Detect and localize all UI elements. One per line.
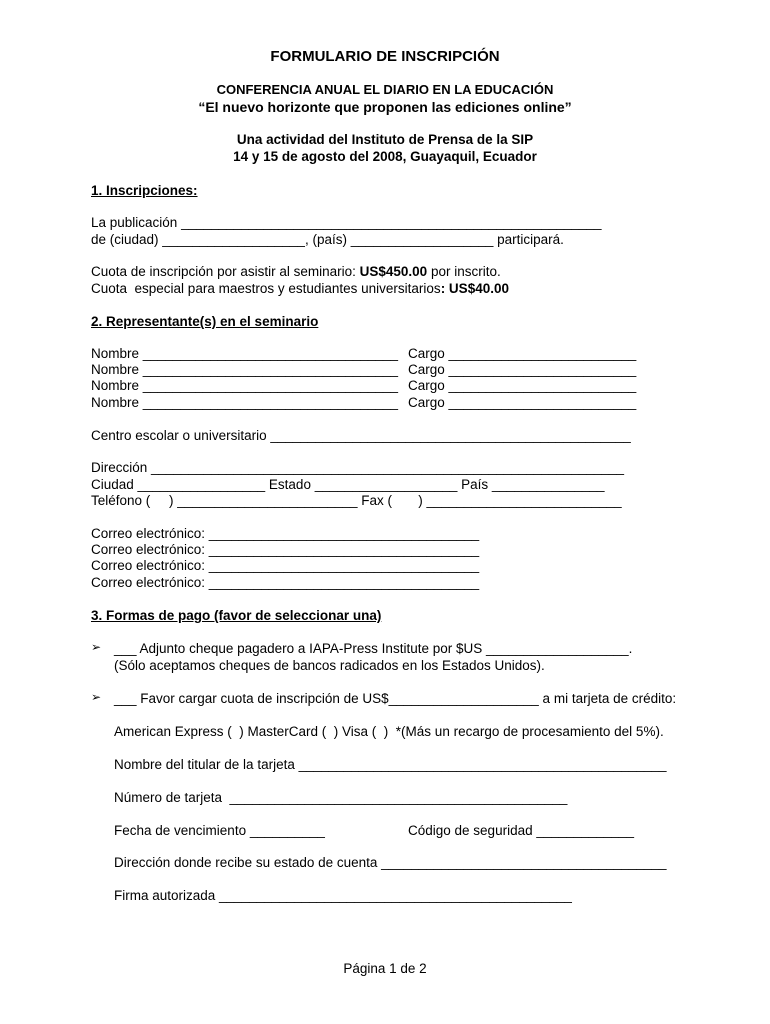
card-type-options[interactable]: American Express ( ) MasterCard ( ) Visa ( ) *(Más un recargo de procesamiento del 5%). <box>114 724 664 739</box>
nombre-field-3[interactable]: Nombre __________________________________ <box>91 378 399 393</box>
check-option[interactable]: ___ Adjunto cheque pagadero a IAPA-Press Institute por $US ___________________. <box>114 641 633 656</box>
arrow-bullet-icon: ➢ <box>91 690 102 704</box>
publication-line[interactable]: La publicación ________________________________________________________ <box>91 215 602 230</box>
fee-regular-suffix: por inscrito. <box>427 264 501 279</box>
email-field-2[interactable]: Correo electrónico: ____________________________________ <box>91 542 480 557</box>
city-state-country-field[interactable]: Ciudad _________________ Estado ___________________ País _______________ <box>91 477 605 492</box>
credit-card-option[interactable]: ___ Favor cargar cuota de inscripción de US$____________________ a mi tarjeta de crédito: <box>114 691 677 706</box>
nombre-field-1[interactable]: Nombre __________________________________ <box>91 346 399 361</box>
section-2-heading: 2. Representante(s) en el seminario <box>91 314 319 329</box>
check-option-note: (Sólo aceptamos cheques de bancos radicados en los Estados Unidos). <box>114 658 545 673</box>
billing-address-field[interactable]: Dirección donde recibe su estado de cuenta ______________________________________ <box>114 855 667 870</box>
signature-field[interactable]: Firma autorizada _______________________________________________ <box>114 888 572 903</box>
city-country-line[interactable]: de (ciudad) ___________________, (país) ___________________ participará. <box>91 232 564 247</box>
nombre-field-2[interactable]: Nombre __________________________________ <box>91 362 399 377</box>
event-dates: 14 y 15 de agosto del 2008, Guayaquil, Ecuador <box>233 149 537 164</box>
fee-regular-amount: US$450.00 <box>359 264 428 279</box>
section-3-heading: 3. Formas de pago (favor de seleccionar una) <box>91 608 382 623</box>
cargo-field-1[interactable]: Cargo _________________________ <box>408 346 637 361</box>
expiration-date-field[interactable]: Fecha de vencimiento __________ <box>114 823 325 838</box>
cargo-field-2[interactable]: Cargo _________________________ <box>408 362 637 377</box>
phone-fax-field[interactable]: Teléfono ( ) ________________________ Fax ( ) __________________________ <box>91 493 622 508</box>
nombre-field-4[interactable]: Nombre __________________________________ <box>91 395 399 410</box>
fee-special <box>91 280 509 297</box>
email-field-3[interactable]: Correo electrónico: ____________________________________ <box>91 558 480 573</box>
fee-regular <box>91 263 501 280</box>
cargo-field-4[interactable]: Cargo _________________________ <box>408 395 637 410</box>
security-code-field[interactable]: Código de seguridad _____________ <box>408 823 634 838</box>
fee-special-text: Cuota especial para maestros y estudiantes universitarios <box>91 281 441 296</box>
form-title: FORMULARIO DE INSCRIPCIÓN <box>270 48 500 65</box>
page-number: Página 1 de 2 <box>343 961 427 976</box>
conference-name: CONFERENCIA ANUAL EL DIARIO EN LA EDUCACIÓN <box>216 82 554 97</box>
organizer-line: Una actividad del Instituto de Prensa de la SIP <box>236 132 534 147</box>
card-number-field[interactable]: Número de tarjeta _____________________________________________ <box>114 790 568 805</box>
cardholder-name-field[interactable]: Nombre del titular de la tarjeta _________________________________________________ <box>114 757 667 772</box>
arrow-bullet-icon: ➢ <box>91 640 102 654</box>
address-field[interactable]: Dirección _______________________________________________________________ <box>91 460 625 475</box>
conference-subtitle: “El nuevo horizonte que proponen las ediciones online” <box>198 99 572 115</box>
email-field-4[interactable]: Correo electrónico: ____________________________________ <box>91 575 480 590</box>
school-field[interactable]: Centro escolar o universitario ________________________________________________ <box>91 428 631 443</box>
email-field-1[interactable]: Correo electrónico: ____________________________________ <box>91 526 480 541</box>
cargo-field-3[interactable]: Cargo _________________________ <box>408 378 637 393</box>
fee-special-amount: : US$40.00 <box>440 281 509 296</box>
fee-regular-text: Cuota de inscripción por asistir al seminario: <box>91 264 360 279</box>
section-1-heading: 1. Inscripciones: <box>91 183 198 198</box>
